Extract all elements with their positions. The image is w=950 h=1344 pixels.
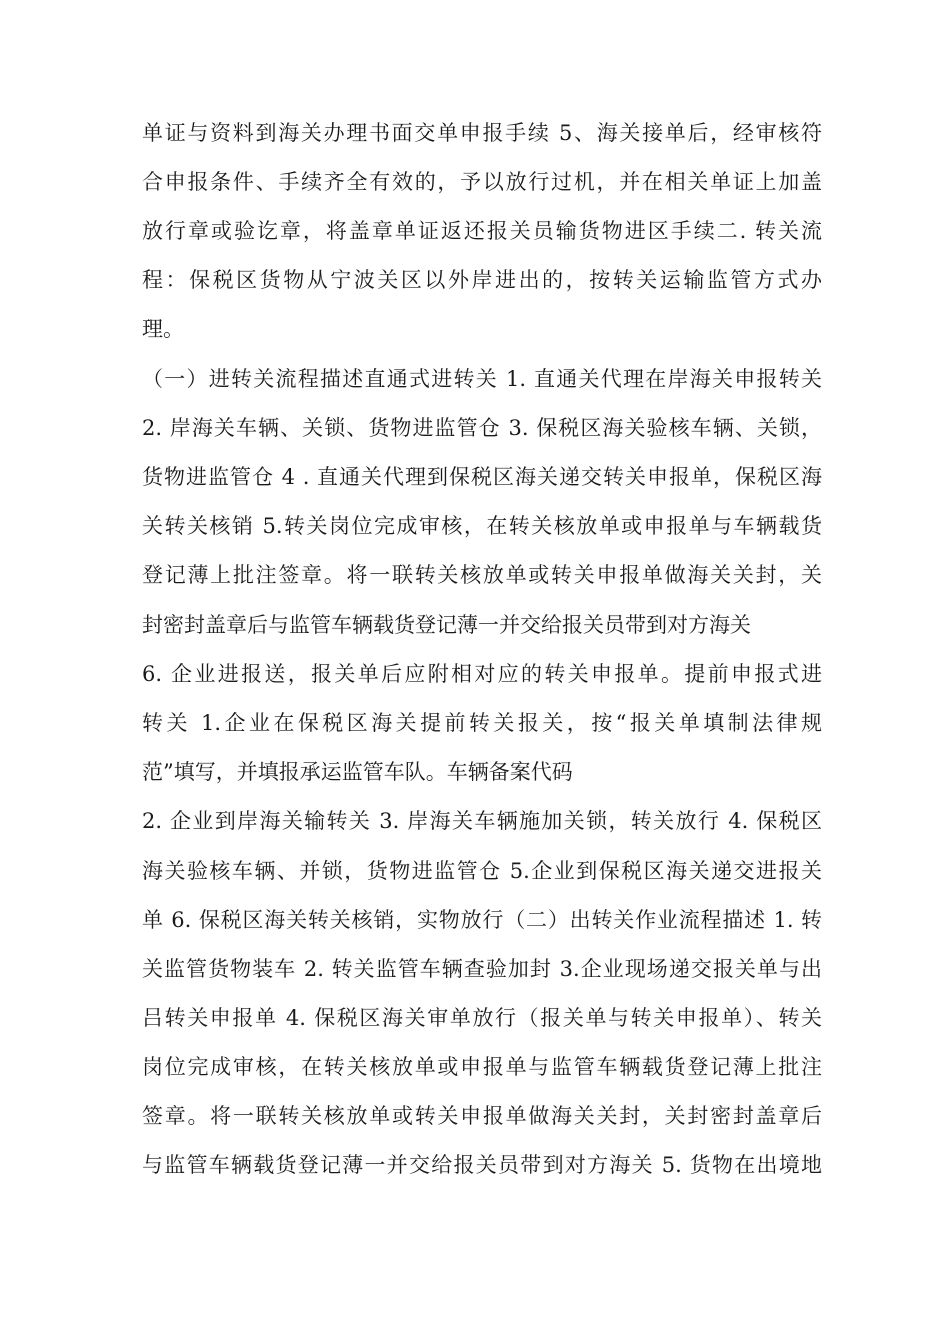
text-line: 理。	[142, 317, 184, 341]
text-line: 转关 1.企业在保税区海关提前转关报关，按“报关单填制法律规	[142, 711, 822, 735]
text-line: 程：保税区货物从宁波关区以外岸进出的，按转关运输监管方式办	[142, 268, 822, 292]
text-line: 岗位完成审核，在转关核放单或申报单与监管车辆载货登记薄上批注	[142, 1055, 822, 1079]
text-line: 2. 岸海关车辆、关锁、货物进监管仓 3. 保税区海关验核车辆、关锁，	[142, 416, 822, 440]
text-line: 合申报条件、手续齐全有效的，予以放行过机，并在相关单证上加盖	[142, 170, 822, 194]
text-line: （一）进转关流程描述直通式进转关 1. 直通关代理在岸海关申报转关	[142, 367, 822, 391]
text-line: 签章。将一联转关核放单或转关申报单做海关关封，关封密封盖章后	[142, 1104, 822, 1128]
text-line: 单证与资料到海关办理书面交单申报手续 5、海关接单后，经审核符	[142, 121, 822, 145]
text-line: 吕转关申报单 4. 保税区海关审单放行（报关单与转关申报单）、转关	[142, 1006, 822, 1030]
text-line: 2. 企业到岸海关输转关 3. 岸海关车辆施加关锁，转关放行 4. 保税区	[142, 809, 822, 833]
text-line: 与监管车辆载货登记薄一并交给报关员带到对方海关 5. 货物在出境地	[142, 1153, 822, 1177]
text-line: 封密封盖章后与监管车辆载货登记薄一并交给报关员带到对方海关	[142, 613, 751, 637]
text-line: 关转关核销 5.转关岗位完成审核，在转关核放单或申报单与车辆载货	[142, 514, 822, 538]
text-line: 6. 企业进报送，报关单后应附相对应的转关申报单。提前申报式进	[142, 662, 822, 686]
text-line: 关监管货物装车 2. 转关监管车辆查验加封 3.企业现场递交报关单与出	[142, 957, 822, 981]
text-line: 登记薄上批注签章。将一联转关核放单或转关申报单做海关关封，关	[142, 563, 822, 587]
text-line: 范”填写，并填报承运监管车队。车辆备案代码	[142, 760, 573, 784]
text-line: 货物进监管仓 4 . 直通关代理到保税区海关递交转关申报单，保税区海	[142, 465, 822, 489]
text-line: 单 6. 保税区海关转关核销，实物放行（二）出转关作业流程描述 1. 转	[142, 908, 822, 932]
text-line: 海关验核车辆、并锁，货物进监管仓 5.企业到保税区海关递交进报关	[142, 859, 822, 883]
text-line: 放行章或验讫章，将盖章单证返还报关员输货物进区手续二. 转关流	[142, 219, 822, 243]
